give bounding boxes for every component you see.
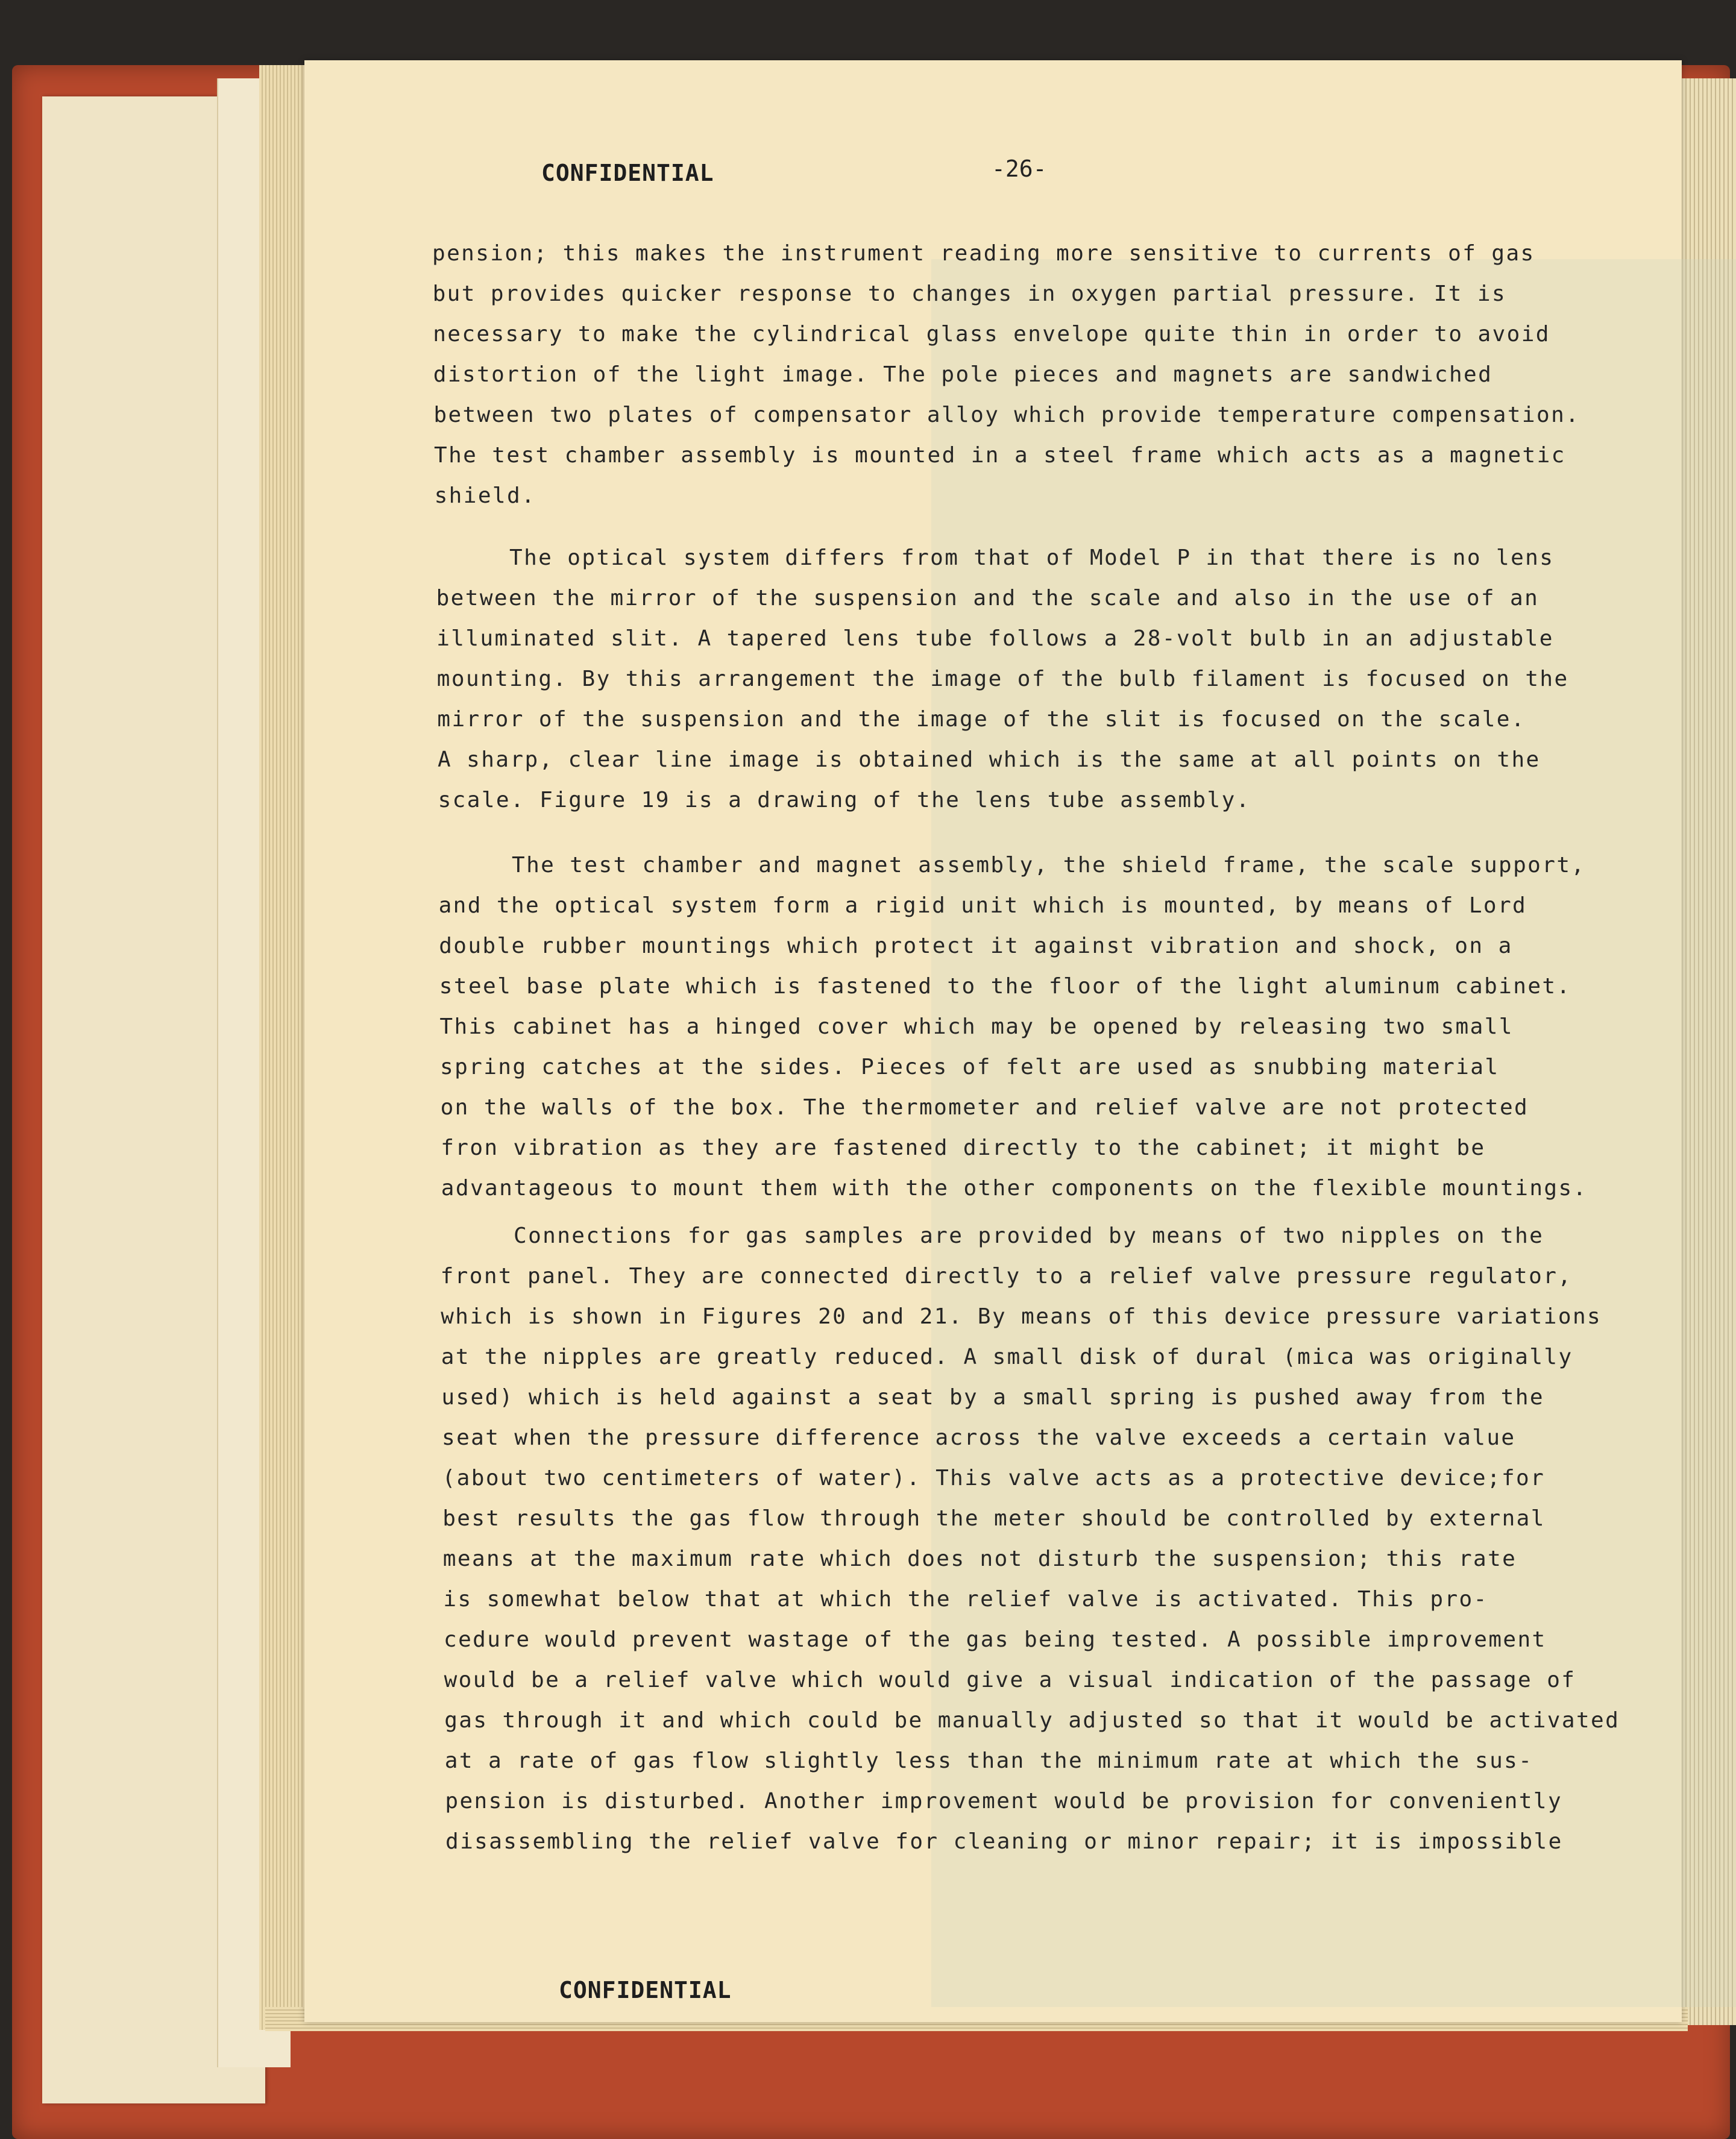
text-line: cedure would prevent wastage of the gas being tested. A possible improvement (444, 1627, 1547, 1652)
text-line: gas through it and which could be manually adjusted so that it would be activated (444, 1708, 1620, 1733)
text-line: A sharp, clear line image is obtained which is the same at all points on the (438, 747, 1541, 772)
text-line: and the optical system form a rigid unit which is mounted, by means of Lord (438, 893, 1527, 918)
text-line: between the mirror of the suspension and the scale and also in the use of an (436, 586, 1539, 611)
text-line: This cabinet has a hinged cover which may be opened by releasing two small (439, 1014, 1514, 1039)
text-line: double rubber mountings which protect it against vibration and shock, on a (439, 934, 1513, 958)
text-line: fron vibration as they are fastened directly to the cabinet; it might be (441, 1135, 1486, 1160)
text-line: The test chamber and magnet assembly, the shield frame, the scale support, (512, 853, 1586, 878)
text-line: disassembling the relief valve for cleaning or minor repair; it is impossible (445, 1829, 1563, 1854)
text-line: pension is disturbed. Another improvement would be provision for conveniently (445, 1789, 1563, 1814)
text-line: advantageous to mount them with the other components on the flexible mountings. (441, 1176, 1588, 1201)
text-line: but provides quicker response to changes in oxygen partial pressure. It is (432, 281, 1507, 306)
text-line: mounting. By this arrangement the image of the bulb filament is focused on the (436, 667, 1569, 691)
text-line: illuminated slit. A tapered lens tube follows a 28-volt bulb in an adjustable (436, 626, 1554, 651)
page-number: -26- (992, 155, 1047, 182)
text-line: between two plates of compensator alloy which provide temperature compensation. (433, 403, 1580, 427)
text-line: Connections for gas samples are provided by means of two nipples on the (514, 1223, 1544, 1248)
text-line: seat when the pressure difference across the valve exceeds a certain value (442, 1425, 1516, 1450)
text-line: front panel. They are connected directly to a relief valve pressure regulator, (440, 1264, 1573, 1289)
text-line: The optical system differs from that of Model P in that there is no lens (509, 545, 1555, 570)
footer-classification: CONFIDENTIAL (559, 1977, 732, 2003)
body-text (304, 60, 1682, 2022)
text-line: spring catches at the sides. Pieces of felt are used as snubbing material (440, 1055, 1500, 1079)
text-line: would be a relief valve which would give a visual indication of the passage of (444, 1668, 1576, 1692)
text-line: necessary to make the cylindrical glass envelope quite thin in order to avoid (433, 322, 1550, 347)
text-line: mirror of the suspension and the image of the slit is focused on the scale. (437, 707, 1526, 732)
text-line: is somewhat below that at which the relief valve is activated. This pro- (443, 1587, 1488, 1612)
text-line: used) which is held against a seat by a small spring is pushed away from the (441, 1385, 1545, 1410)
text-line: at the nipples are greatly reduced. A small disk of dural (mica was originally (441, 1345, 1573, 1369)
text-line: steel base plate which is fastened to the floor of the light aluminum cabinet. (439, 974, 1571, 999)
header-classification: CONFIDENTIAL (541, 160, 714, 186)
text-line: pension; this makes the instrument reading more sensitive to currents of gas (432, 241, 1535, 266)
text-line: shield. (434, 483, 536, 508)
text-line: on the walls of the box. The thermometer and relief valve are not protected (440, 1095, 1529, 1120)
text-line: scale. Figure 19 is a drawing of the lens tube assembly. (438, 788, 1251, 812)
text-line: The test chamber assembly is mounted in a steel frame which acts as a magnetic (434, 443, 1566, 468)
page-edges-left (259, 65, 307, 2030)
text-line: which is shown in Figures 20 and 21. By means of this device pressure variations (441, 1304, 1602, 1329)
text-line: means at the maximum rate which does not disturb the suspension; this rate (442, 1547, 1517, 1571)
text-line: (about two centimeters of water). This valve acts as a protective device;for (442, 1466, 1546, 1490)
document-page (304, 60, 1682, 2022)
text-line: at a rate of gas flow slightly less than the minimum rate at which the sus- (444, 1748, 1533, 1773)
text-line: distortion of the light image. The pole pieces and magnets are sandwiched (433, 362, 1493, 387)
text-line: best results the gas flow through the meter should be controlled by external (442, 1506, 1546, 1531)
